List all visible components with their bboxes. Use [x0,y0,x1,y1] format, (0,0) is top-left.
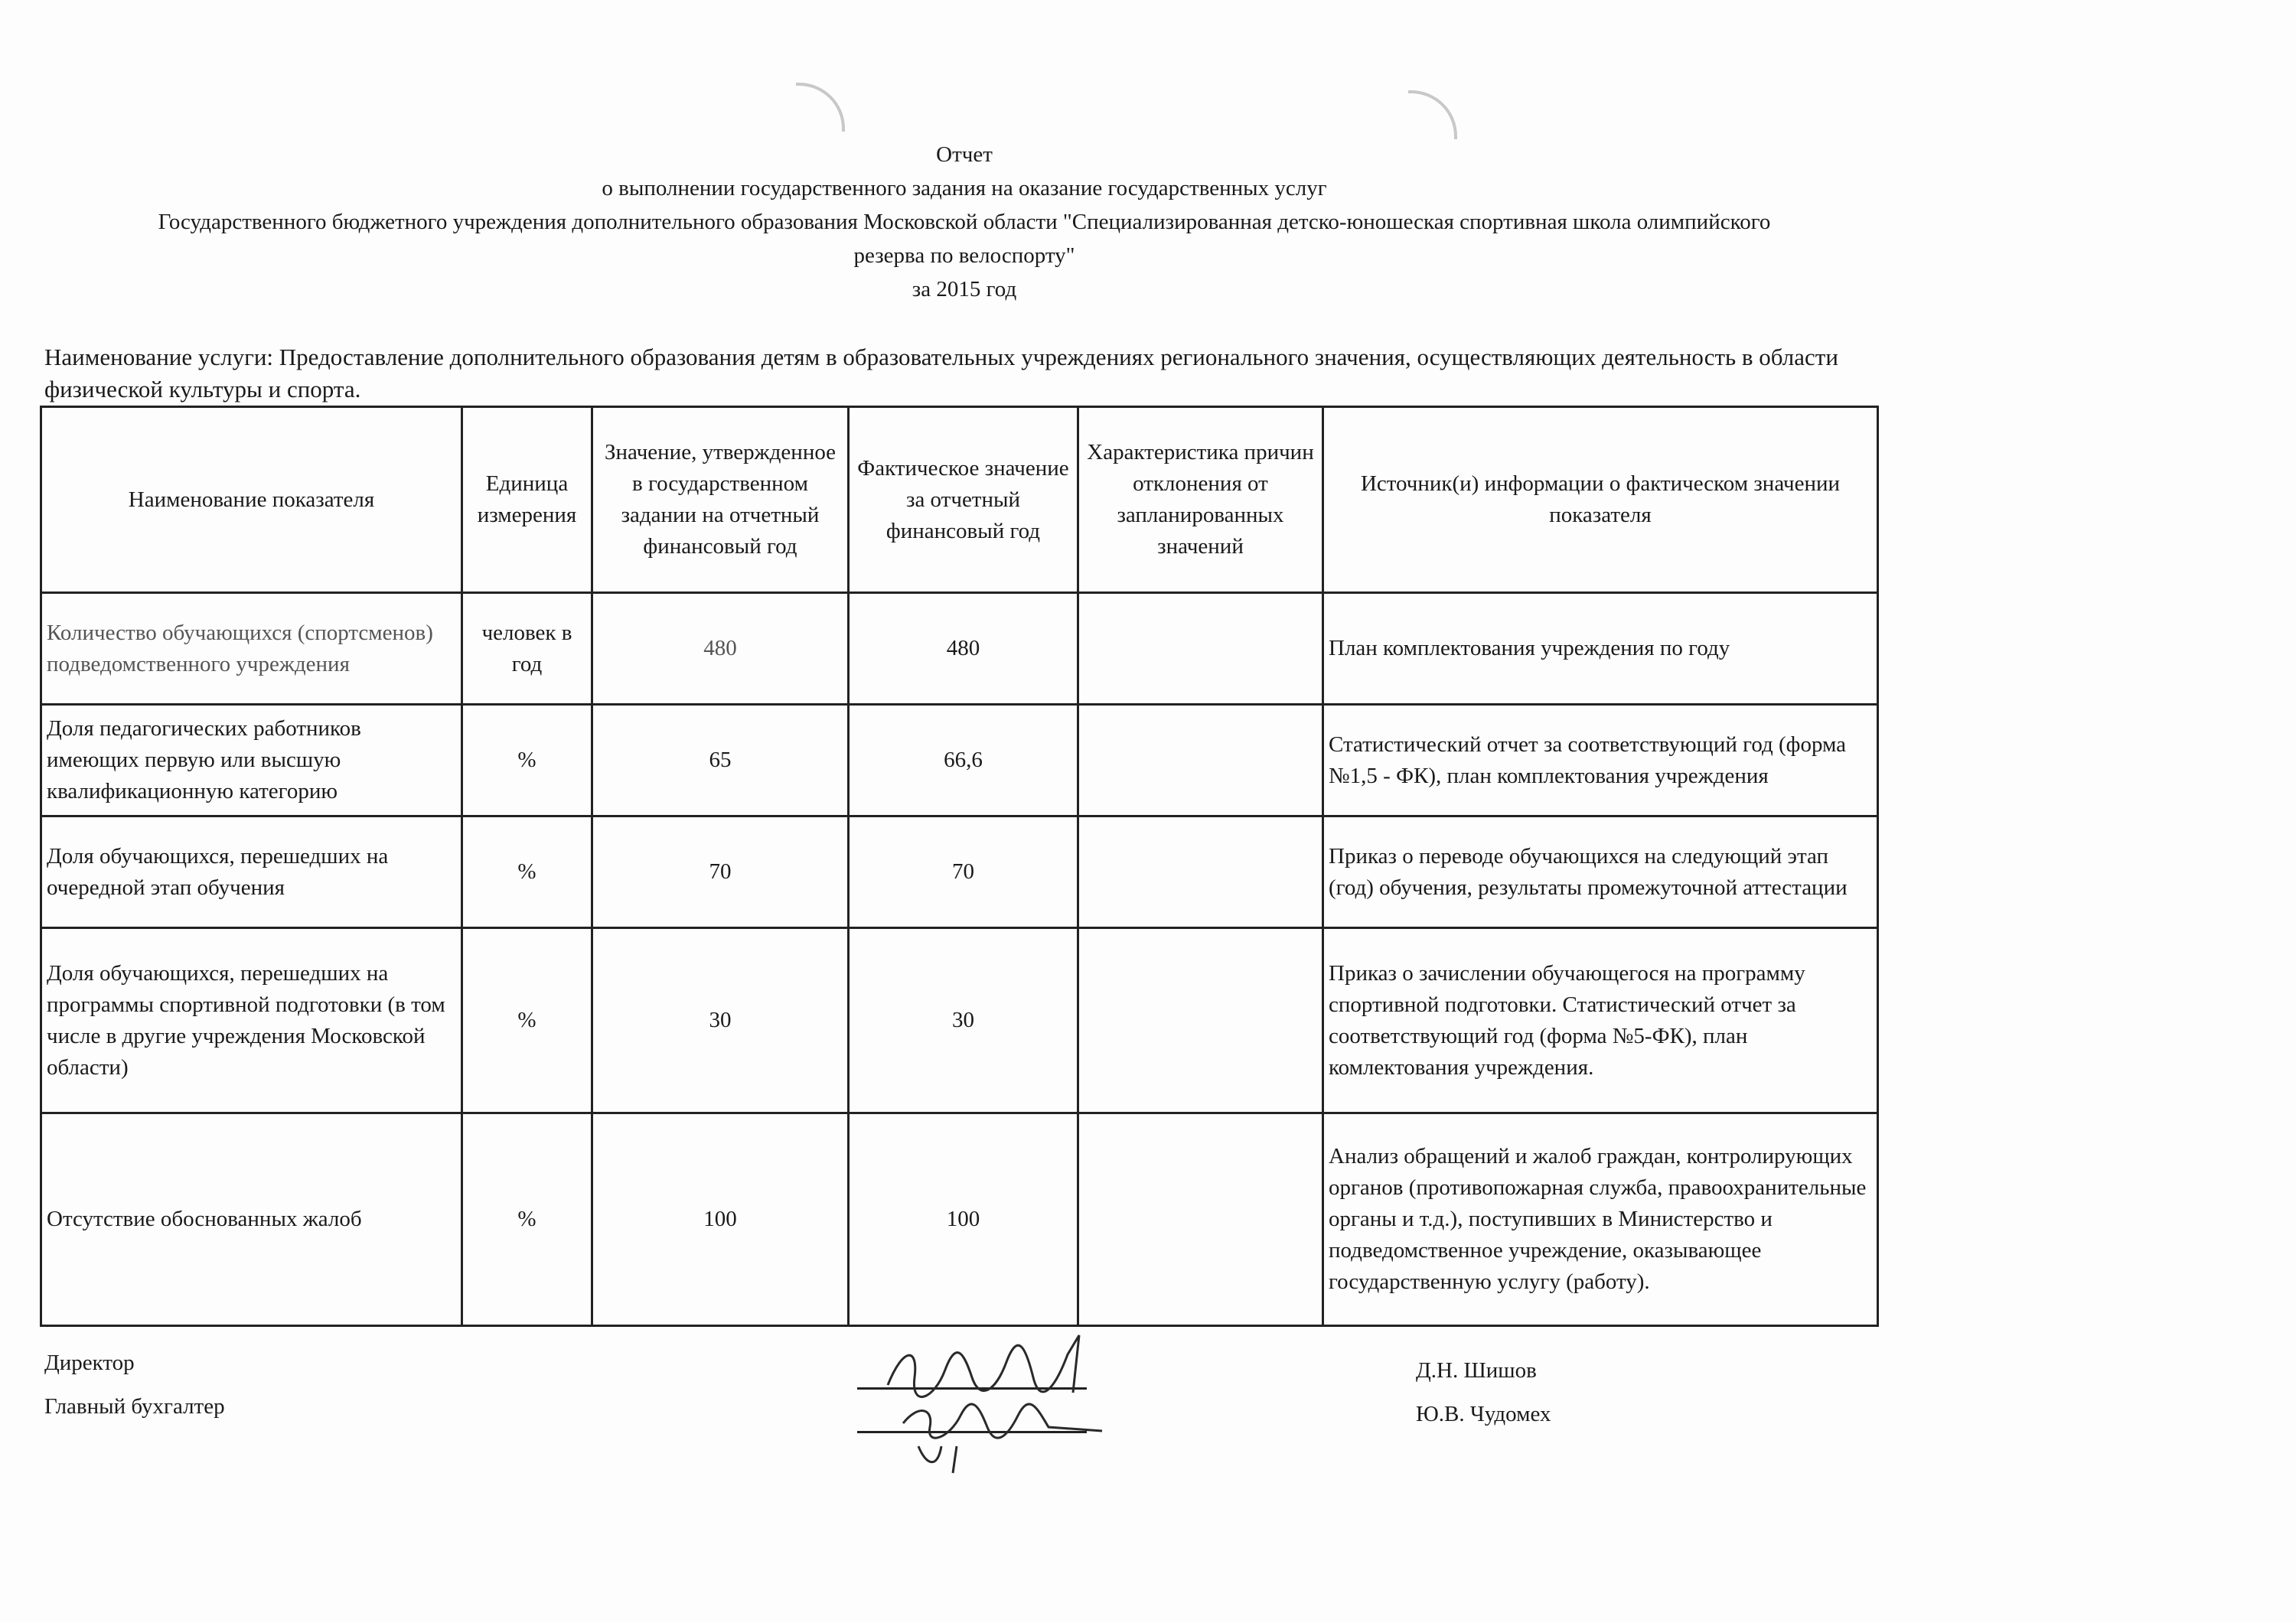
indicator-unit: человек в год [462,593,592,705]
indicator-planned: 100 [592,1113,849,1326]
indicator-deviation [1078,816,1323,928]
indicator-name: Доля обучающихся, перешедших на очередной этап обучения [41,816,462,928]
indicator-deviation [1078,705,1323,816]
column-header-planned: Значение, утвержденное в государственном задании на отчетный финансовый год [592,407,849,593]
table-row [41,928,1878,1113]
director-name: Д.Н. Шишов [1416,1358,1537,1383]
indicator-name: Отсутствие обоснованных жалоб [41,1113,462,1326]
director-role: Директор [44,1351,135,1375]
column-header-deviation: Характеристика причин отклонения от запланированных значений [1078,407,1323,593]
punch-hole-mark-right [1408,90,1457,139]
indicator-unit: % [462,816,592,928]
indicator-actual: 66,6 [849,705,1078,816]
indicator-name: Доля обучающихся, перешедших на программы спортивной подготовки (в том числе в другие учреждения Московской области) [41,928,462,1113]
table-row [41,816,1878,928]
report-title: Отчет [936,142,993,167]
signature-block [0,1331,2296,1523]
indicator-planned: 70 [592,816,849,928]
indicator-actual: 480 [849,593,1078,705]
indicator-name: Доля педагогических работников имеющих первую или высшую квалификационную категорию [41,705,462,816]
table-row [41,593,1878,705]
table-row [41,705,1878,816]
indicator-planned: 30 [592,928,849,1113]
report-header [0,138,1929,306]
handwritten-signature [872,1331,1125,1477]
report-period: за 2015 год [912,277,1017,301]
indicator-actual: 100 [849,1113,1078,1326]
table-header-row [41,407,1878,593]
indicator-unit: % [462,705,592,816]
indicator-unit: % [462,928,592,1113]
indicator-source: Статистический отчет за соответствующий год (форма №1,5 - ФК), план комплектования учреждения [1323,705,1878,816]
indicator-source: План комплектования учреждения по году [1323,593,1878,705]
indicators-table [40,406,1879,1327]
indicator-source: Приказ о зачислении обучающегося на программу спортивной подготовки. Статистический отчет за соответствующий год (форма №5-ФК), план комлектования учреждения. [1323,928,1878,1113]
table-row [41,1113,1878,1326]
column-header-unit: Единица измерения [462,407,592,593]
indicator-source: Приказ о переводе обучающихся на следующий этап (год) обучения, результаты промежуточной аттестации [1323,816,1878,928]
column-header-name: Наименование показателя [41,407,462,593]
indicator-name: Количество обучающихся (спортсменов) подведомственного учреждения [41,593,462,705]
column-header-source: Источник(и) информации о фактическом значении показателя [1323,407,1878,593]
indicator-source: Анализ обращений и жалоб граждан, контролирующих органов (противопожарная служба, правоохранительные органы и т.д.), поступивших в Министерство и подведомственное учреждение, оказывающее государственную услугу (работу). [1323,1113,1878,1326]
indicator-unit: % [462,1113,592,1326]
indicator-actual: 70 [849,816,1078,928]
indicator-planned: 65 [592,705,849,816]
punch-hole-mark-left [796,83,845,132]
indicator-deviation [1078,593,1323,705]
accountant-name: Ю.В. Чудомех [1416,1402,1551,1426]
service-name: Наименование услуги: Предоставление дополнительного образования детям в образовательных учреждениях регионального значения, осуществляющих деятельность в области физической культуры и спорта. [44,344,1838,402]
indicator-deviation [1078,928,1323,1113]
indicator-planned: 480 [592,593,849,705]
column-header-actual: Фактическое значение за отчетный финансовый год [849,407,1078,593]
organization-name-line1: Государственного бюджетного учреждения дополнительного образования Московской области "Специализированная детско-юношеская спортивная школа олимпийского [158,210,1771,234]
organization-name-line2: резерва по велоспорту" [853,243,1075,268]
report-subtitle: о выполнении государственного задания на оказание государственных услуг [602,176,1327,200]
indicator-actual: 30 [849,928,1078,1113]
indicator-deviation [1078,1113,1323,1326]
accountant-role: Главный бухгалтер [44,1394,225,1419]
